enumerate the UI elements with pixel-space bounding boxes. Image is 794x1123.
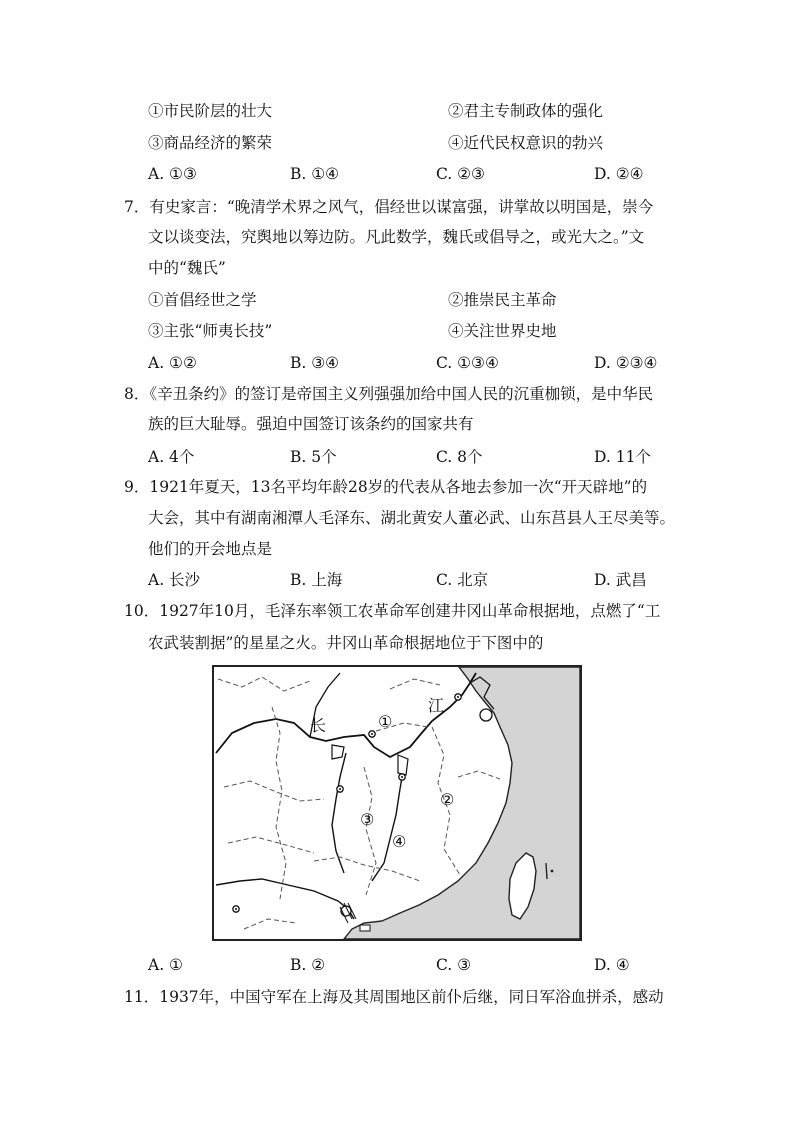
- q9-choice-c: C. 北京: [436, 571, 489, 589]
- city-marker: [401, 776, 403, 778]
- q6-item-2: ②君主专制政体的强化: [448, 102, 604, 120]
- dongting-lake: [332, 745, 344, 759]
- pearl-river: [216, 879, 354, 919]
- q9-stem-line-2: 大会，其中有湖南湘潭人毛泽东、湖北黄安人董必武、山东莒县人王尽美等。: [148, 509, 676, 527]
- small-island-dot: [551, 870, 554, 873]
- q10-stem-line-1: 10．1927年10月，毛泽东率领工农革命军创建井冈山革命根据地，点燃了“工: [124, 602, 661, 620]
- q8-choice-c: C. 8个: [436, 448, 483, 466]
- q7-stem-line-1: 7．有史家言：“晚清学术界之风气，倡经世以谋富强，讲掌故以明国是，崇今: [124, 198, 654, 216]
- city-marker: [457, 696, 459, 698]
- map-drawing: [214, 667, 580, 939]
- hong-kong-island: [360, 925, 370, 931]
- q8-stem-line-1: 8．《辛丑条约》的签订是帝国主义列强强加给中国人民的沉重枷锁，是中华民: [124, 385, 654, 403]
- poyang-lake: [398, 755, 408, 775]
- q6-choice-d: D. ②④: [594, 165, 644, 183]
- map-marker-3: ③: [360, 810, 375, 829]
- q6-item-3: ③商品经济的繁荣: [148, 134, 273, 152]
- city-marker: [235, 908, 237, 910]
- q6-choice-c: C. ②③: [436, 165, 485, 183]
- q8-choice-b: B. 5个: [290, 448, 337, 466]
- q6-choice-b: B. ①④: [290, 165, 340, 183]
- q7-choice-a: A. ①②: [148, 354, 197, 372]
- q6-item-1: ①市民阶层的壮大: [148, 102, 273, 120]
- city-marker: [339, 788, 341, 790]
- map-marker-2: ②: [440, 790, 455, 809]
- q9-choice-d: D. 武昌: [594, 571, 647, 589]
- city-marker: [480, 709, 492, 721]
- q10-choice-a: A. ①: [148, 956, 183, 974]
- sea-area: [344, 667, 580, 939]
- q9-choice-b: B. 上海: [290, 571, 343, 589]
- q10-choice-d: D. ④: [594, 956, 630, 974]
- xiang-river: [332, 753, 346, 873]
- q7-choice-c: C. ①③④: [436, 354, 499, 372]
- city-marker: [371, 733, 373, 735]
- q10-choice-b: B. ②: [290, 956, 326, 974]
- q8-stem-line-2: 族的巨大耻辱。强迫中国签订该条约的国家共有: [148, 415, 474, 433]
- yangtze-river: [216, 673, 476, 757]
- gan-river: [372, 765, 407, 881]
- q7-choice-d: D. ②③④: [594, 354, 658, 372]
- q7-item-3: ③主张“师夷长技”: [148, 322, 273, 340]
- map-marker-4: ④: [392, 832, 407, 851]
- q10-stem-line-2: 农武装割据”的星星之火。井冈山革命根据地位于下图中的: [148, 634, 544, 652]
- q7-choice-b: B. ③④: [290, 354, 340, 372]
- q9-stem-line-3: 他们的开会地点是: [148, 540, 273, 558]
- q7-stem-line-3: 中的“魏氏”: [148, 259, 226, 277]
- map-marker-1: ①: [378, 712, 393, 731]
- river-label-jiang: 江: [428, 696, 445, 715]
- small-island: [546, 863, 547, 879]
- river-label-chang: 长: [310, 716, 327, 735]
- q9-stem-line-1: 9．1921年夏天，13名平均年龄28岁的代表从各地去参加一次“开天辟地”的: [124, 478, 648, 496]
- southeast-china-map: [212, 665, 582, 941]
- q9-choice-a: A. 长沙: [148, 571, 201, 589]
- q6-item-4: ④近代民权意识的勃兴: [448, 134, 604, 152]
- q11-stem-line-1: 11．1937年，中国守军在上海及其周围地区前仆后继，同日军浴血拼杀，感动: [124, 988, 664, 1006]
- q7-item-2: ②推崇民主革命: [448, 291, 557, 309]
- q7-item-1: ①首倡经世之学: [148, 291, 257, 309]
- q10-choice-c: C. ③: [436, 956, 472, 974]
- q6-choice-a: A. ①③: [148, 165, 197, 183]
- q8-choice-d: D. 11个: [594, 448, 651, 466]
- q7-stem-line-2: 文以谈变法，究舆地以筹边防。凡此数学，魏氏或倡导之，或光大之。”文: [148, 228, 645, 246]
- q8-choice-a: A. 4个: [148, 448, 195, 466]
- q7-item-4: ④关注世界史地: [448, 322, 557, 340]
